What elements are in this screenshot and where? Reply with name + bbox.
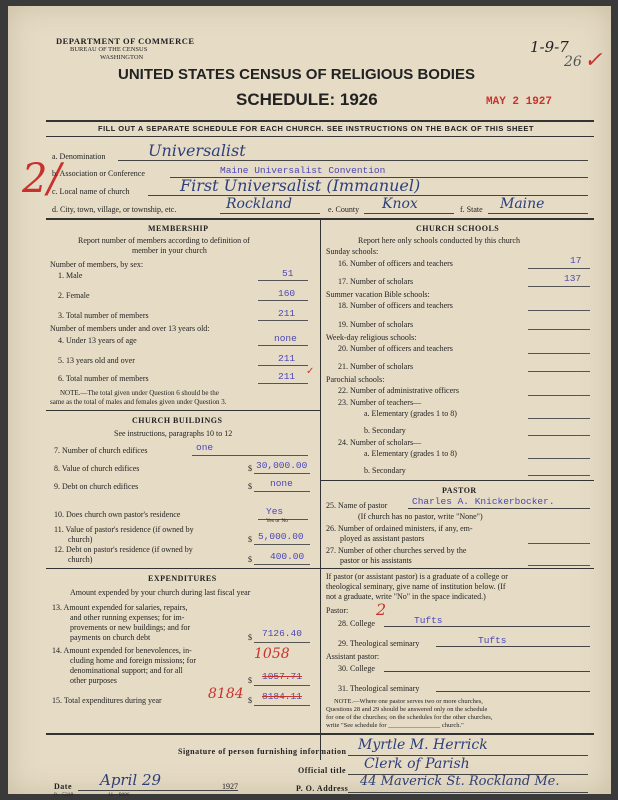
address-label: P. O. Address	[296, 784, 349, 793]
q8-label: 8. Value of church edifices	[54, 464, 140, 473]
column-divider	[320, 218, 321, 760]
corner-check: ✓	[584, 48, 603, 73]
dollar-sign: $	[248, 555, 252, 564]
q1-value: 51	[282, 268, 294, 279]
check-mark: ✓	[306, 366, 315, 377]
schools-subhead: Sunday schools:	[326, 247, 379, 256]
state-value: Maine	[500, 196, 545, 212]
q19-label: 19. Number of scholars	[338, 320, 414, 329]
grad-note: theological seminary, give name of institution below. (If	[326, 582, 506, 591]
q28-value: Tufts	[414, 615, 443, 626]
q6-value: 211	[278, 371, 296, 382]
city-label: WASHINGTON	[100, 54, 144, 61]
q14-label: 14. Amount expended for benevolences, in-	[52, 646, 192, 655]
pastor-note: Questions 28 and 29 should be answered only on the schedule	[326, 706, 488, 713]
q31-label: 31. Theological seminary	[338, 684, 420, 693]
q4-value: none	[274, 333, 297, 344]
grad-note: If pastor (or assistant pastor) is a graduate of a college or	[326, 572, 508, 581]
grad-note: not a graduate, write "No" in the space indicated.)	[326, 592, 486, 601]
q7-label: 7. Number of church edifices	[54, 446, 148, 455]
q2-label: 2. Female	[58, 291, 90, 300]
q4-label: 4. Under 13 years of age	[58, 336, 137, 345]
q24a-label: a. Elementary (grades 1 to 8)	[364, 449, 457, 458]
q25-hint: (If church has no pastor, write "None")	[358, 512, 483, 521]
rule	[46, 136, 594, 137]
dollar-sign: $	[248, 535, 252, 544]
pastor-note: NOTE.—Where one pastor serves two or more churches,	[334, 698, 483, 705]
schools-subhead: Summer vacation Bible schools:	[326, 290, 430, 299]
q13-label: 13. Amount expended for salaries, repairs,	[52, 603, 188, 612]
q15-label: 15. Total expenditures during year	[52, 696, 162, 705]
local-name-label: c. Local name of church	[52, 187, 130, 196]
official-title-label: Official title	[298, 766, 347, 775]
q16-value: 17	[570, 255, 582, 266]
q24b-label: b. Secondary	[364, 466, 406, 475]
print-code-2: 11—9086	[108, 792, 130, 798]
q23-label: 23. Number of teachers—	[338, 398, 422, 407]
q26-label: 26. Number of ordained ministers, if any, em-	[326, 524, 473, 533]
asst-subhead: Assistant pastor:	[326, 652, 380, 661]
address-value: 44 Maverick St. Rockland Me.	[360, 774, 560, 789]
q25-label: 25. Name of pastor	[326, 501, 388, 510]
pastor-note: for one of the churches; on the schedules for the other churches,	[326, 714, 493, 721]
census-form	[8, 6, 611, 798]
q1-label: 1. Male	[58, 271, 83, 280]
expenditures-title: EXPENDITURES	[148, 574, 217, 583]
q8-value: 30,000.00	[256, 460, 308, 471]
denomination-label: a. Denomination	[52, 152, 106, 161]
dollar-sign: $	[248, 464, 252, 473]
membership-subhead: Number of members, by sex:	[50, 260, 144, 269]
county-label: e. County	[328, 205, 360, 214]
q29-value: Tufts	[478, 635, 507, 646]
instruction-line: FILL OUT A SEPARATE SCHEDULE FOR EACH CHURCH. SEE INSTRUCTIONS ON THE BACK OF THIS SHEET	[98, 124, 534, 133]
q9-value: none	[270, 478, 293, 489]
date-label: Date	[54, 782, 72, 791]
received-stamp: MAY 2 1927	[486, 96, 553, 108]
q10-label: 10. Does church own pastor's residence	[54, 510, 181, 519]
schools-sub: Report here only schools conducted by this church	[358, 236, 520, 245]
date-year: 1927	[222, 782, 238, 791]
q11-label-cont: church)	[68, 535, 93, 544]
membership-note: NOTE.—The total given under Question 6 should be the	[60, 389, 219, 397]
membership-title: MEMBERSHIP	[148, 224, 209, 233]
q24-label: 24. Number of scholars—	[338, 438, 422, 447]
corner-number: 26	[564, 54, 582, 70]
q11-value: 5,000.00	[258, 531, 304, 542]
q23b-label: b. Secondary	[364, 426, 406, 435]
q15-correction: 8184	[208, 686, 244, 702]
dept-label: DEPARTMENT OF COMMERCE	[56, 36, 195, 46]
schools-subhead: Parochial schools:	[326, 375, 385, 384]
date-value: April 29	[100, 771, 162, 789]
schedule-title: SCHEDULE: 1926	[236, 90, 378, 109]
q12-label-cont: church)	[68, 555, 93, 564]
county-value: Knox	[382, 196, 418, 212]
q10-value: Yes	[266, 506, 284, 517]
official-title-value: Clerk of Parish	[364, 756, 470, 772]
dollar-sign: $	[248, 482, 252, 491]
q14-label: other purposes	[70, 676, 117, 685]
q5-label: 5. 13 years old and over	[58, 356, 135, 365]
q28-label: 28. College	[338, 619, 375, 628]
buildings-title: CHURCH BUILDINGS	[132, 416, 223, 425]
local-name-value: First Universalist (Immanuel)	[180, 176, 421, 195]
association-value: Maine Universalist Convention	[220, 165, 386, 176]
q7-value: one	[196, 442, 214, 453]
q14-label: cluding home and foreign missions; for	[70, 656, 196, 665]
bureau-label: BUREAU OF THE CENSUS	[70, 46, 148, 53]
q11-label: 11. Value of pastor's residence (if owned by	[54, 525, 194, 534]
q26-label: ployed as assistant pastors	[340, 534, 425, 543]
q15-value: 8184.11	[262, 691, 302, 702]
q12-value: 400.00	[270, 551, 305, 562]
q16-label: 16. Number of officers and teachers	[338, 259, 453, 268]
q23a-label: a. Elementary (grades 1 to 8)	[364, 409, 457, 418]
q14-label: denominational support; and for all	[70, 666, 183, 675]
pastor-subhead: Pastor:	[326, 606, 349, 615]
q14-correction: 1058	[254, 646, 290, 662]
q12-label: 12. Debt on pastor's residence (if owned by	[54, 545, 193, 554]
q10-hint: Yes or No	[266, 518, 289, 524]
buildings-sub: See instructions, paragraphs 10 to 12	[114, 429, 233, 438]
q3-label: 3. Total number of members	[58, 311, 149, 320]
q17-value: 137	[564, 273, 582, 284]
membership-subhead: Number of members under and over 13 years old:	[50, 324, 210, 333]
pastor-note: write "See schedule for ________________ church."	[326, 722, 464, 729]
pastor-red-mark: 2	[376, 600, 387, 619]
dollar-sign: $	[248, 676, 252, 685]
q25-value: Charles A. Knickerbocker.	[412, 496, 555, 507]
form-title: UNITED STATES CENSUS OF RELIGIOUS BODIES	[118, 66, 475, 83]
margin-red-mark: 2/	[22, 156, 61, 202]
q3-value: 211	[278, 308, 296, 319]
q20-label: 20. Number of officers and teachers	[338, 344, 453, 353]
signature-value: Myrtle M. Herrick	[358, 737, 488, 753]
state-label: f. State	[460, 205, 483, 214]
q13-label: provements or new buildings; and for	[70, 623, 191, 632]
membership-note: same as the total of males and females given under Question 3.	[50, 398, 227, 406]
signature-label: Signature of person furnishing information	[178, 747, 347, 756]
association-label: b. Association or Conference	[52, 169, 145, 178]
q17-label: 17. Number of scholars	[338, 277, 414, 286]
schools-subhead: Week-day religious schools:	[326, 333, 417, 342]
schools-title: CHURCH SCHOOLS	[416, 224, 500, 233]
corner-note: 1-9-7	[530, 38, 569, 56]
city-label: d. City, town, village, or township, etc.	[52, 205, 177, 214]
rule	[46, 120, 594, 122]
membership-intro: member in your church	[132, 246, 207, 255]
membership-intro: Report number of members according to definition of	[78, 236, 250, 245]
q29-label: 29. Theological seminary	[338, 639, 420, 648]
q13-label: payments on church debt	[70, 633, 151, 642]
q13-value: 7126.40	[262, 628, 302, 639]
denomination-value: Universalist	[148, 141, 246, 160]
q18-label: 18. Number of officers and teachers	[338, 301, 453, 310]
expenditures-sub: Amount expended by your church during last fiscal year	[70, 588, 251, 597]
q2-value: 160	[278, 288, 296, 299]
dollar-sign: $	[248, 696, 252, 705]
q13-label: and other running expenses; for im-	[70, 613, 185, 622]
print-code: 8—5318	[54, 792, 74, 798]
dollar-sign: $	[248, 633, 252, 642]
pastor-title: PASTOR	[442, 486, 477, 495]
q30-label: 30. College	[338, 664, 375, 673]
q6-label: 6. Total number of members	[58, 374, 149, 383]
q5-value: 211	[278, 353, 296, 364]
city-value: Rockland	[226, 196, 293, 212]
q9-label: 9. Debt on church edifices	[54, 482, 139, 491]
q22-label: 22. Number of administrative officers	[338, 386, 459, 395]
q14-value: 1057.71	[262, 671, 302, 682]
q27-label: 27. Number of other churches served by the	[326, 546, 467, 555]
q21-label: 21. Number of scholars	[338, 362, 414, 371]
q27-label: pastor or his assistants	[340, 556, 412, 565]
